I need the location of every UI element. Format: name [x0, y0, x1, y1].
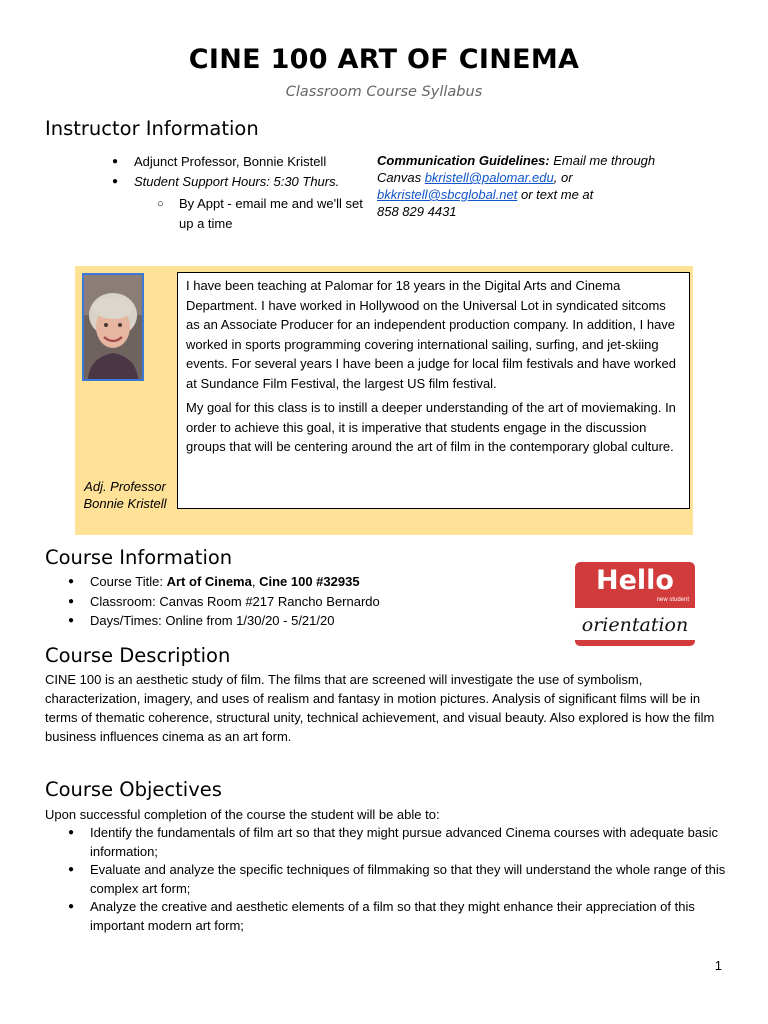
communication-label: Communication Guidelines: — [377, 153, 550, 168]
objectives-list — [68, 824, 730, 935]
list-item: ● Evaluate and analyze the specific techniques of filmmaking so that they will understand the whole range of this complex art form; — [68, 862, 726, 896]
list-item: ● Analyze the creative and aesthetic elements of a film so that they might enhance their appreciation of this important modern art form; — [68, 899, 695, 933]
badge-script-text: orientation — [581, 614, 689, 636]
bio-text-box — [177, 272, 690, 509]
portrait-image — [84, 275, 142, 379]
list-item: ● Identify the fundamentals of film art so that they might pursue advanced Cinema courses with adequate basic information; — [68, 825, 718, 859]
course-info-heading: Course Information — [45, 546, 233, 569]
list-item: ● Adjunct Professor, Bonnie Kristell — [112, 154, 327, 169]
instructor-list — [112, 152, 364, 191]
course-info-list — [68, 572, 560, 631]
badge-small-text: new student — [656, 597, 689, 603]
email-link-sbcglobal[interactable]: bkkristell@sbcglobal.net — [377, 187, 518, 202]
email-link-palomar[interactable]: bkristell@palomar.edu — [424, 170, 554, 185]
document-title: CINE 100 ART OF CINEMA — [188, 44, 580, 75]
document-subtitle: Classroom Course Syllabus — [285, 84, 483, 100]
photo-caption: Adj. Professor Bonnie Kristell — [83, 479, 167, 511]
list-item: ● Student Support Hours: 5:30 Thurs. — [112, 173, 340, 189]
list-item: ● Classroom: Canvas Room #217 Rancho Bernardo — [68, 593, 380, 609]
instructor-heading: Instructor Information — [45, 117, 259, 140]
bio-paragraph: My goal for this class is to instill a deeper understanding of the art of moviemaking. In order to achieve this goal, it is imperative that students engage in the discussion groups that will be centering around the art of film in the contemporary global culture. — [186, 400, 676, 454]
course-description-text: CINE 100 is an aesthetic study of film. The films that are screened will investigate the use of symbolism, characterization, imagery, and uses of realism and fantasy in motion pictures. Analysis of significant films will be in terms of thematic coherence, structural unity, technical achievement, and visual beauty. Also explored is how the film business influences cinema as an art form. — [45, 672, 715, 744]
badge-hello-text: Hello — [596, 565, 674, 596]
instructor-photo — [82, 273, 144, 381]
page-number: 1 — [714, 958, 722, 973]
list-item: ● Course Title: Art of Cinema, Cine 100 #32935 — [68, 574, 360, 589]
badge-footer-bar — [575, 640, 695, 646]
phone-number: 858 829 4431 — [377, 204, 457, 219]
course-description-heading: Course Description — [45, 644, 231, 667]
instructor-subitem: ○ By Appt - email me and we'll set up a time — [157, 196, 363, 231]
hello-orientation-badge — [575, 562, 695, 646]
course-objectives-heading: Course Objectives — [45, 778, 222, 801]
bio-paragraph: I have been teaching at Palomar for 18 years in the Digital Arts and Cinema Department. I have worked in Hollywood on the Universal Lot in syndicated sitcoms as an Associate Producer for an independent production company. In addition, I have worked in sports programming covering international sailing, surfing, and jet-skiing events. For several years I have been a judge for local film festivals and have worked at Sundance Film Festival, the largest US film festival. — [186, 278, 676, 391]
list-item: ● Days/Times: Online from 1/30/20 - 5/21/20 — [68, 613, 335, 628]
objectives-intro: Upon successful completion of the course the student will be able to: — [45, 807, 440, 822]
communication-guidelines: Communication Guidelines: Email me through Canvas bkristell@palomar.edu, or bkkristell@sbcglobal.net or text me at 858 829 4431 — [377, 153, 656, 219]
